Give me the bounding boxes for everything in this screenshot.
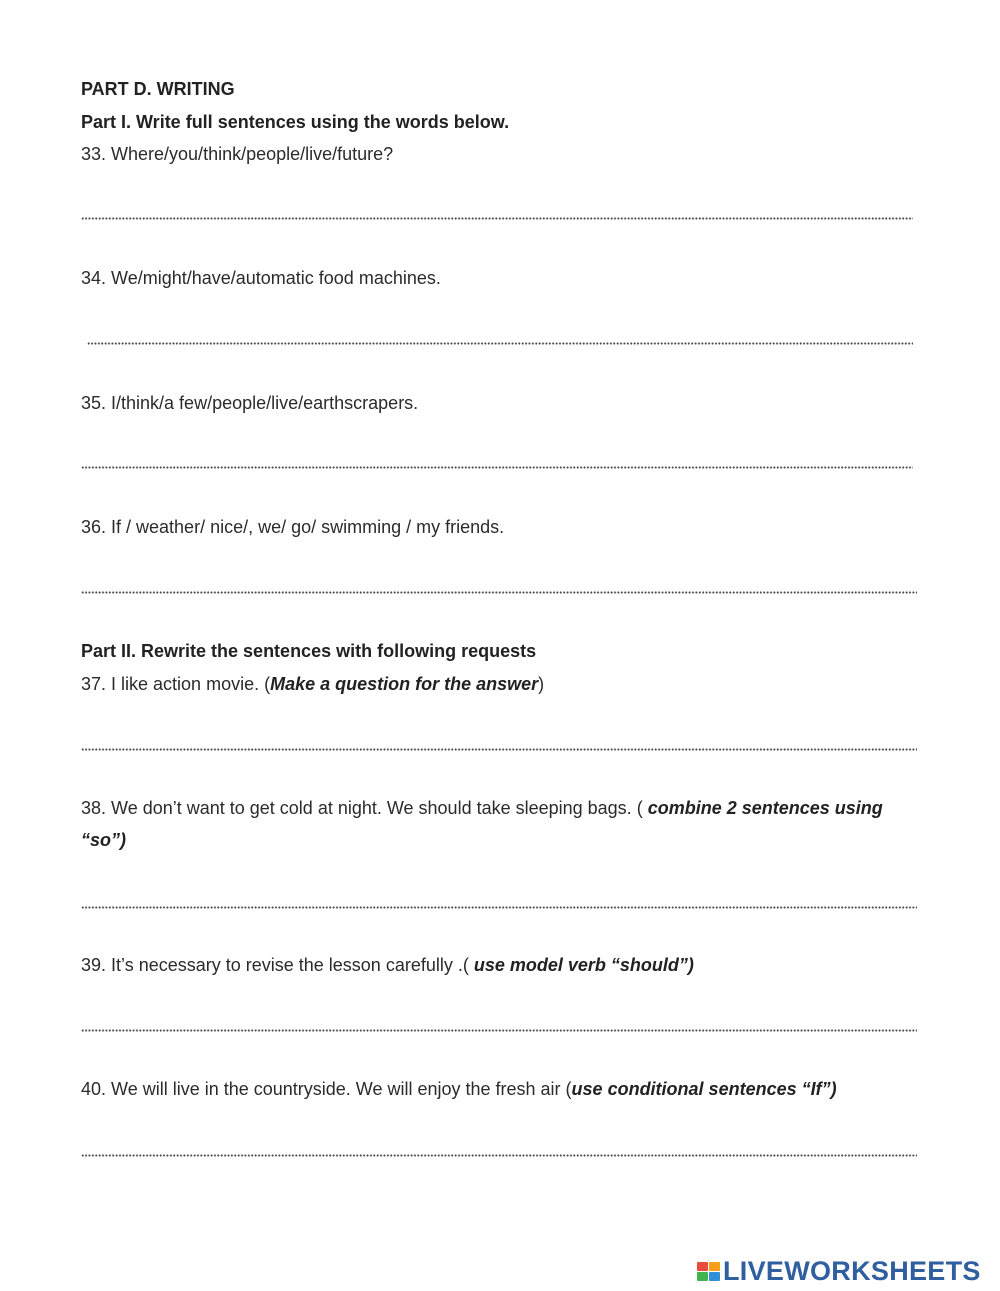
answer-line-40[interactable] (81, 1154, 917, 1157)
live-logo-icon (697, 1262, 720, 1281)
brand-name: LIVEWORKSHEETS (723, 1255, 981, 1286)
part1-title: Part I. Write full sentences using the words below. (81, 112, 510, 132)
question-39 (81, 954, 694, 976)
answer-line-34[interactable] (87, 342, 913, 345)
section-heading: PART D. WRITING (81, 79, 235, 99)
question-37-request: Make a question for the answer (270, 674, 539, 694)
part2-title: Part II. Rewrite the sentences with following requests (81, 641, 537, 661)
liveworksheets-watermark (697, 1256, 981, 1286)
question-39-request: use model verb “should”) (473, 955, 694, 975)
answer-line-38[interactable] (81, 906, 917, 909)
logo-block-blue (709, 1272, 720, 1281)
question-40-text: 40. We will live in the countryside. We will enjoy the fresh air ( (81, 1079, 572, 1099)
answer-line-39[interactable] (81, 1029, 917, 1032)
answer-line-33[interactable] (81, 217, 913, 220)
question-38 (81, 797, 883, 819)
question-39-text: 39. It’s necessary to revise the lesson carefully .( (81, 955, 474, 975)
question-34: 34. We/might/have/automatic food machines. (81, 268, 441, 288)
question-38-request: combine 2 sentences using (647, 798, 883, 818)
question-40-request: use conditional sentences “If”) (571, 1079, 837, 1099)
question-37 (81, 673, 544, 695)
answer-line-35[interactable] (81, 466, 913, 469)
answer-line-36[interactable] (81, 591, 917, 594)
question-38-text: 38. We don’t want to get cold at night. We should take sleeping bags. ( (81, 798, 648, 818)
logo-block-red (697, 1262, 708, 1271)
question-37-close: ) (538, 674, 545, 694)
question-37-text: 37. I like action movie. ( (81, 674, 271, 694)
question-35: 35. I/think/a few/people/live/earthscrapers. (81, 393, 419, 413)
answer-line-37[interactable] (81, 748, 917, 751)
question-38-request-cont: “so”) (81, 830, 126, 850)
question-33: 33. Where/you/think/people/live/future? (81, 144, 394, 164)
question-36: 36. If / weather/ nice/, we/ go/ swimming / my friends. (81, 517, 505, 537)
logo-block-orange (709, 1262, 720, 1271)
question-40 (81, 1078, 837, 1100)
logo-block-green (697, 1272, 708, 1281)
